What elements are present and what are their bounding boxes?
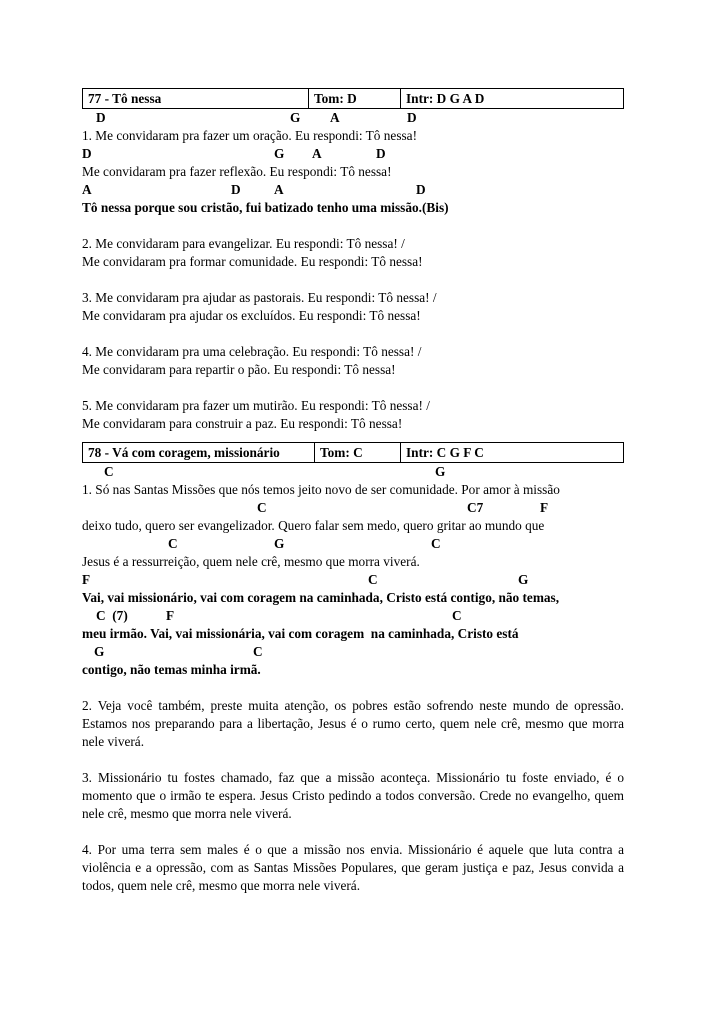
chord: C bbox=[452, 608, 462, 623]
lyric-line: Me convidaram pra formar comunidade. Eu respondi: Tô nessa! bbox=[82, 254, 423, 269]
chord: G bbox=[290, 110, 301, 125]
chord-line bbox=[82, 499, 624, 517]
chord: D bbox=[96, 110, 106, 125]
chord: A bbox=[312, 146, 322, 161]
chord: F bbox=[166, 608, 175, 623]
chord-line bbox=[82, 181, 624, 199]
chord: A bbox=[82, 182, 92, 197]
song-78-key: Tom: C bbox=[314, 443, 400, 462]
lyric-line: 3. Me convidaram pra ajudar as pastorais. Eu respondi: Tô nessa! / bbox=[82, 290, 437, 305]
chord: F bbox=[82, 572, 91, 587]
chord: D bbox=[407, 110, 417, 125]
chord-line bbox=[82, 463, 624, 481]
chord: C (7) bbox=[96, 608, 128, 623]
chord: D bbox=[82, 146, 92, 161]
chord: A bbox=[274, 182, 284, 197]
chord: C7 bbox=[467, 500, 484, 515]
chord-line bbox=[82, 571, 624, 589]
verse-4: 4. Por uma terra sem males é o que a missão nos envia. Missionário é aquele que luta contra a violência e a opressão, com as Santas Missões Populares, que geram justiça e paz, Jesus convida a todos, quem nele crê, mesmo que morra nele viverá. bbox=[82, 842, 624, 893]
song-77-intro: Intr: D G A D bbox=[400, 89, 625, 108]
chord: D bbox=[416, 182, 426, 197]
chord-line bbox=[82, 145, 624, 163]
chord: C bbox=[368, 572, 378, 587]
lyric-line: Me convidaram pra fazer reflexão. Eu respondi: Tô nessa! bbox=[82, 164, 392, 179]
lyric-line: 5. Me convidaram pra fazer um mutirão. Eu respondi: Tô nessa! / bbox=[82, 398, 430, 413]
lyric-line: 2. Me convidaram para evangelizar. Eu respondi: Tô nessa! / bbox=[82, 236, 405, 251]
lyric-line: 1. Me convidaram pra fazer um oração. Eu respondi: Tô nessa! bbox=[82, 128, 418, 143]
chorus-line: Vai, vai missionário, vai com coragem na caminhada, Cristo está contigo, não temas, bbox=[82, 590, 560, 605]
chord: C bbox=[257, 500, 267, 515]
song-78 bbox=[82, 442, 624, 895]
chorus-line: contigo, não temas minha irmã. bbox=[82, 662, 261, 677]
lyric-line: Me convidaram para repartir o pão. Eu respondi: Tô nessa! bbox=[82, 362, 396, 377]
chord-line bbox=[82, 535, 624, 553]
verse-3: 3. Missionário tu fostes chamado, faz que a missão aconteça. Missionário tu foste enviado, é o momento que o irmão te espera. Jesus Cristo pedindo a todos conversão. Crede no evangelho, quem nele crê, mesmo que morra nele viverá. bbox=[82, 770, 624, 821]
chord: F bbox=[540, 500, 549, 515]
chord: C bbox=[168, 536, 178, 551]
lyric-line: Jesus é a ressurreição, quem nele crê, mesmo que morra viverá. bbox=[82, 554, 420, 569]
chord-line bbox=[82, 109, 624, 127]
chorus-line: Tô nessa porque sou cristão, fui batizado tenho uma missão.(Bis) bbox=[82, 200, 449, 215]
song-77-title: 77 - Tô nessa bbox=[88, 91, 162, 106]
song-78-header bbox=[82, 442, 624, 463]
chord: C bbox=[431, 536, 441, 551]
lyric-line: Me convidaram para construir a paz. Eu respondi: Tô nessa! bbox=[82, 416, 403, 431]
song-78-title: 78 - Vá com coragem, missionário bbox=[88, 445, 280, 460]
chord-line bbox=[82, 607, 624, 625]
song-77 bbox=[82, 88, 624, 433]
song-77-header bbox=[82, 88, 624, 109]
chord: G bbox=[94, 644, 105, 659]
lyric-line: deixo tudo, quero ser evangelizador. Quero falar sem medo, quero gritar ao mundo que bbox=[82, 518, 545, 533]
chord-line bbox=[82, 643, 624, 661]
verse-2: 2. Veja você também, preste muita atenção, os pobres estão sofrendo neste mundo de opressão. Estamos nos preparando para a libertação, Jesus é o rumo certo, quem nele crê, mesmo que morra nele viverá. bbox=[82, 698, 624, 749]
chord: A bbox=[330, 110, 340, 125]
chord: G bbox=[435, 464, 446, 479]
chord: D bbox=[376, 146, 386, 161]
chord: G bbox=[274, 536, 285, 551]
lyric-line: Me convidaram pra ajudar os excluídos. Eu respondi: Tô nessa! bbox=[82, 308, 421, 323]
chord: G bbox=[274, 146, 285, 161]
chord: C bbox=[104, 464, 114, 479]
chorus-line: meu irmão. Vai, vai missionária, vai com coragem na caminhada, Cristo está bbox=[82, 626, 519, 641]
song-77-key: Tom: D bbox=[308, 89, 400, 108]
chord: C bbox=[253, 644, 263, 659]
lyric-line: 1. Só nas Santas Missões que nós temos jeito novo de ser comunidade. Por amor à missão bbox=[82, 482, 560, 497]
chord: D bbox=[231, 182, 241, 197]
lyric-line: 4. Me convidaram pra uma celebração. Eu respondi: Tô nessa! / bbox=[82, 344, 422, 359]
chord: G bbox=[518, 572, 529, 587]
song-78-intro: Intr: C G F C bbox=[400, 443, 625, 462]
